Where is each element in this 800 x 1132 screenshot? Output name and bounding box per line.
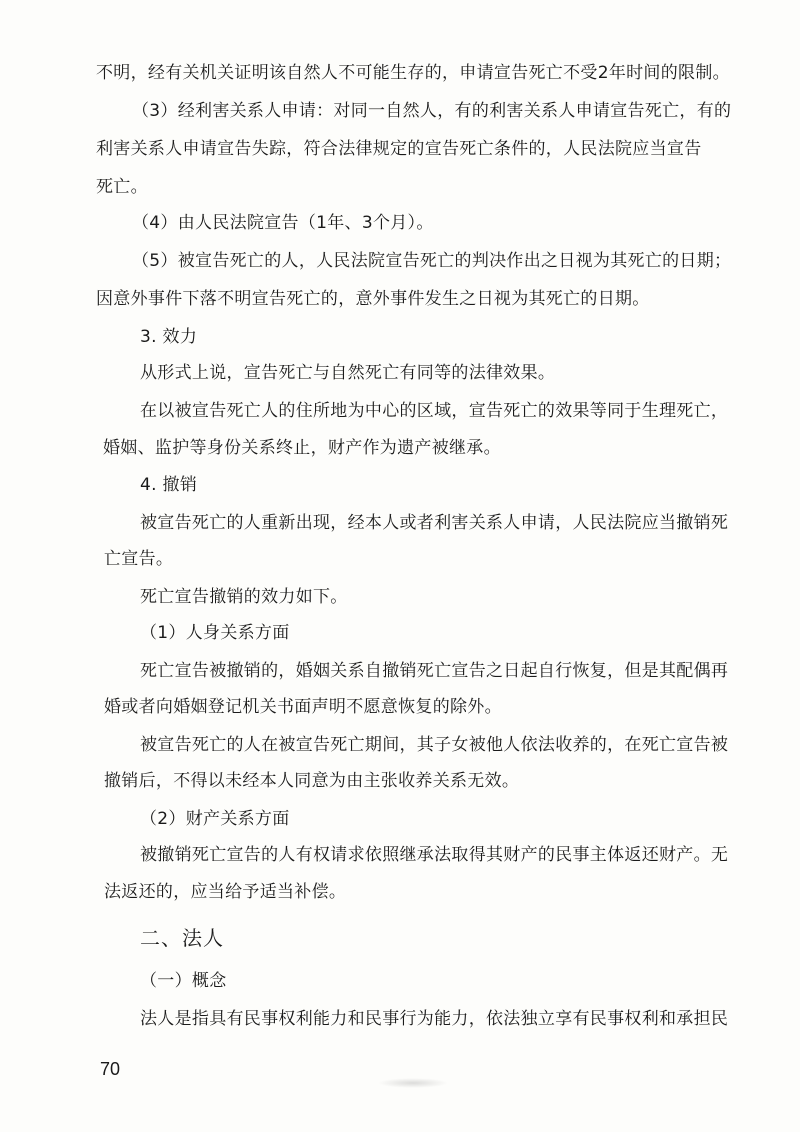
text-line: 亡宣告。: [104, 549, 174, 569]
text-line: 被宣告死亡的人重新出现，经本人或者利害关系人申请，人民法院应当撤销死: [140, 513, 729, 533]
section-heading: 二、法人: [140, 926, 224, 950]
text-line: 撤销后，不得以未经本人同意为由主张收养关系无效。: [104, 771, 520, 791]
sub-heading: （2）财产关系方面: [140, 809, 290, 829]
text-line: 死亡。: [96, 177, 148, 197]
text-line: 利害关系人申请宣告失踪，符合法律规定的宣告死亡条件的，人民法院应当宣告: [96, 139, 702, 159]
section-number-heading: 4. 撤销: [140, 475, 198, 495]
sub-heading: （1）人身关系方面: [140, 623, 290, 643]
text-line: 被宣告死亡的人在被宣告死亡期间，其子女被他人依法收养的，在死亡宣告被: [140, 735, 729, 755]
text-line: 从形式上说，宣告死亡与自然死亡有同等的法律效果。: [140, 363, 556, 383]
text-line: 婚姻、监护等身份关系终止，财产作为遗产被继承。: [103, 438, 501, 458]
text-line: 法返还的，应当给予适当补偿。: [104, 882, 347, 902]
text-line: （5）被宣告死亡的人，人民法院宣告死亡的判决作出之日视为其死亡的日期；: [132, 251, 732, 271]
text-line: （4）由人民法院宣告（1年、3个月）。: [132, 213, 434, 233]
text-line: 因意外事件下落不明宣告死亡的，意外事件发生之日视为其死亡的日期。: [96, 289, 650, 309]
text-line: 法人是指具有民事权利能力和民事行为能力，依法独立享有民事权利和承担民: [140, 1009, 729, 1029]
scan-smudge: [378, 1078, 448, 1088]
sub-heading: （一）概念: [140, 971, 227, 991]
text-line: 死亡宣告撤销的效力如下。: [140, 587, 348, 607]
text-line: 死亡宣告被撤销的，婚姻关系自撤销死亡宣告之日起自行恢复，但是其配偶再: [140, 661, 729, 681]
text-line: 在以被宣告死亡人的住所地为中心的区域，宣告死亡的效果等同于生理死亡，: [140, 401, 729, 421]
section-number-heading: 3. 效力: [140, 327, 198, 347]
text-line: 被撤销死亡宣告的人有权请求依照继承法取得其财产的民事主体返还财产。无: [140, 845, 729, 865]
page-number: 70: [100, 1059, 121, 1079]
text-line: 婚或者向婚姻登记机关书面声明不愿意恢复的除外。: [104, 697, 502, 717]
text-line: 不明，经有关机关证明该自然人不可能生存的，申请宣告死亡不受2年时间的限制。: [96, 63, 730, 83]
text-line: （3）经利害关系人申请：对同一自然人，有的利害关系人申请宣告死亡，有的: [132, 101, 732, 121]
